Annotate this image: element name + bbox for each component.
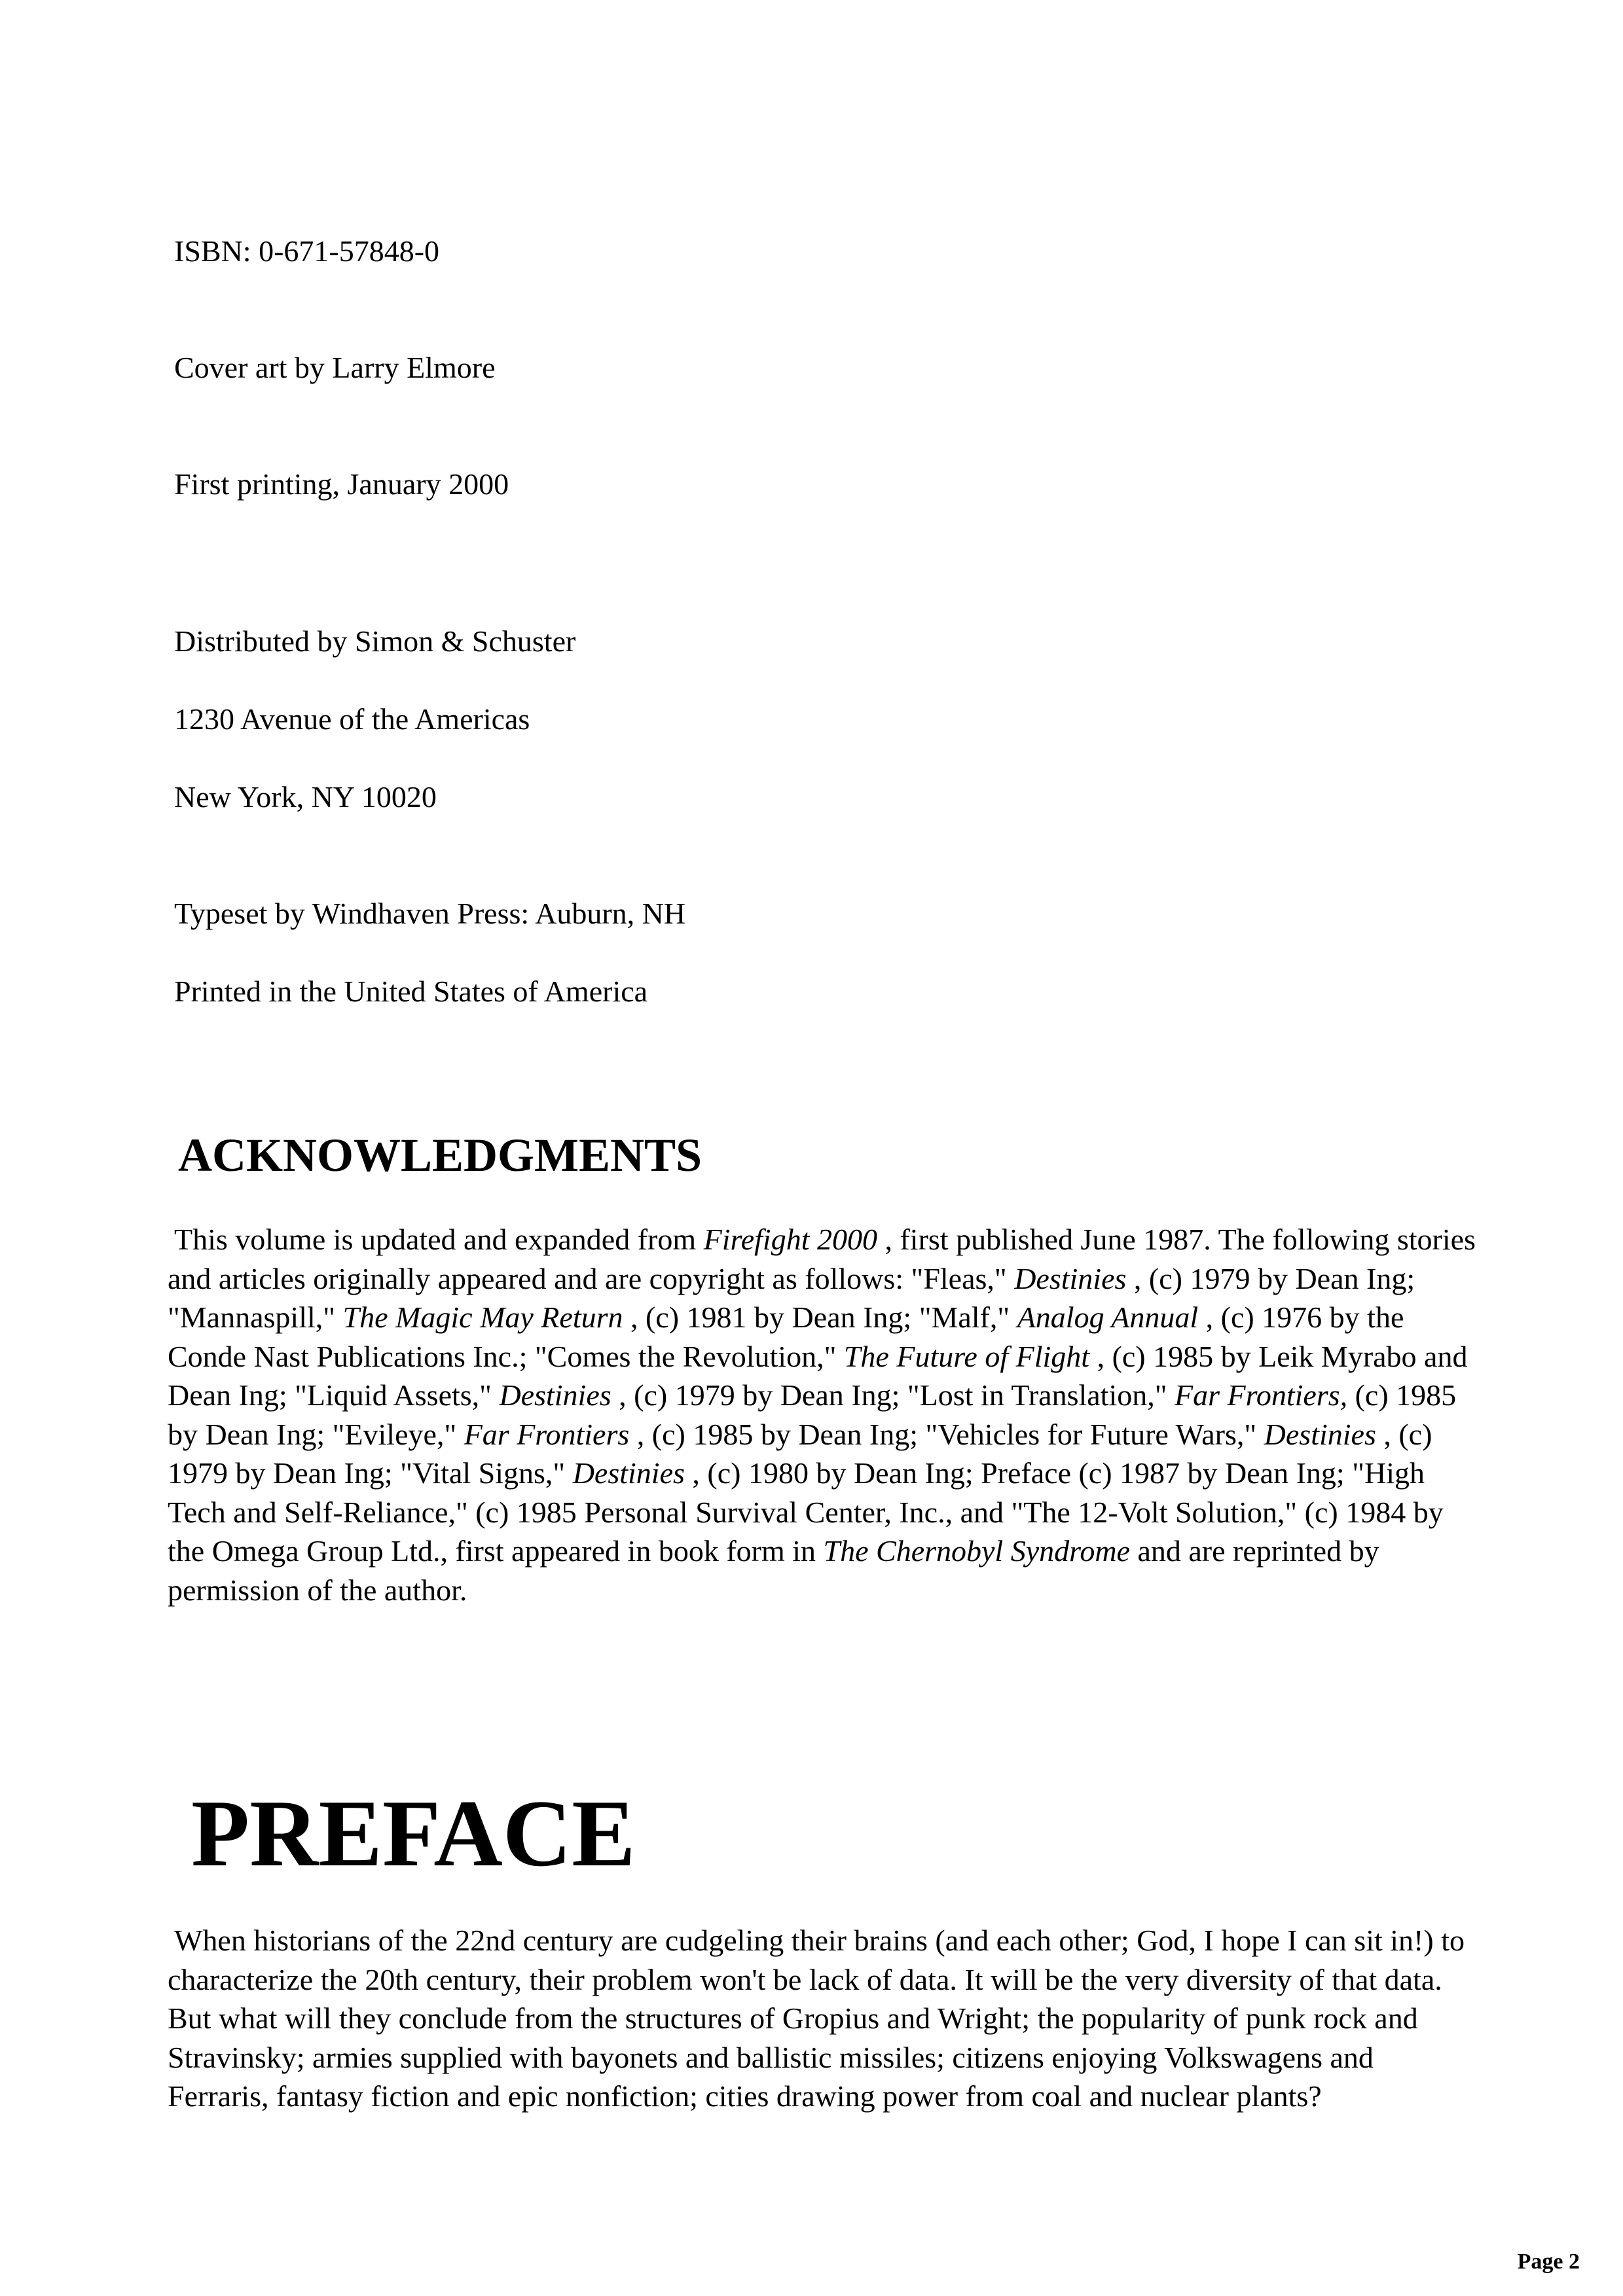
- publication-title: Far Frontiers,: [1175, 1378, 1348, 1412]
- publication-title: The Future of Flight: [843, 1339, 1090, 1373]
- acknowledgment-text: , (c) 1979 by Dean Ing; "Mannaspill,": [168, 1261, 1415, 1334]
- publication-title: Far Frontiers: [464, 1417, 630, 1451]
- acknowledgment-text: , (c) 1976 by the Conde Nast Publications Inc.; "Comes the Revolution,": [168, 1300, 1404, 1373]
- printed-in-line: Printed in the United States of America: [174, 975, 648, 1008]
- page-number: Page 2: [1517, 2250, 1580, 2274]
- publication-title: Firefight 2000: [703, 1223, 877, 1256]
- acknowledgment-text: (c) 1985 by Dean Ing; "Evileye,": [168, 1378, 1457, 1451]
- cover-art-credit: Cover art by Larry Elmore: [174, 351, 496, 384]
- acknowledgment-text: , (c) 1980 by Dean Ing; Preface (c) 1987 by Dean Ing; "High Tech and Self-Reliance," (c) 1985 Personal Survival Center, Inc., and "The 12-Volt Solution," (c) 1984 by the Omega Group Ltd., first appeared in book form in: [168, 1456, 1444, 1568]
- acknowledgment-text: , (c) 1979 by Dean Ing; "Lost in Translation,": [611, 1378, 1175, 1412]
- acknowledgment-text: , (c) 1985 by Dean Ing; "Vehicles for Future Wars,": [629, 1417, 1264, 1451]
- first-printing-line: First printing, January 2000: [174, 467, 509, 501]
- preface-paragraph: When historians of the 22nd century are cudgeling their brains (and each other; God, I hope I can sit in!) to characterize the 20th century, their problem won't be lack of data. It will be the very diversity of that data. But what will they conclude from the structures of Gropius and Wright; the popularity of punk rock and Stravinsky; armies supplied with bayonets and ballistic missiles; citizens enjoying Volkswagens and Ferraris, fantasy fiction and epic nonfiction; cities drawing power from coal and nuclear plants?: [168, 1924, 1465, 2113]
- acknowledgments-heading: ACKNOWLEDGMENTS: [178, 1129, 702, 1181]
- distributor-city: New York, NY 10020: [174, 780, 437, 814]
- publication-title: Destinies: [572, 1456, 685, 1490]
- typesetter-line: Typeset by Windhaven Press: Auburn, NH: [174, 897, 686, 930]
- acknowledgment-text: , (c) 1981 by Dean Ing; "Malf,": [623, 1300, 1017, 1334]
- distributor-address: 1230 Avenue of the Americas: [174, 702, 530, 736]
- preface-heading: PREFACE: [191, 1780, 636, 1886]
- acknowledgment-text: , first published June 1987. The following stories and articles originally appeared and are copyright as follows: "Fleas,": [168, 1223, 1476, 1295]
- acknowledgment-text: , (c) 1979 by Dean Ing; "Vital Signs,": [168, 1417, 1432, 1490]
- isbn-line: ISBN: 0-671-57848-0: [174, 234, 440, 268]
- publication-title: The Magic May Return: [342, 1300, 623, 1334]
- acknowledgments-paragraph: [168, 1220, 1477, 1609]
- publication-title: The Chernobyl Syndrome: [823, 1534, 1130, 1568]
- distributor-line: Distributed by Simon & Schuster: [174, 624, 576, 658]
- publication-title: Analog Annual: [1017, 1300, 1199, 1334]
- acknowledgment-text: , (c) 1985 by Leik Myrabo and Dean Ing; "Liquid Assets,": [168, 1339, 1468, 1412]
- acknowledgment-text: This volume is updated and expanded from: [174, 1223, 704, 1256]
- publication-title: Destinies: [1014, 1261, 1127, 1295]
- publication-title: Destinies: [1264, 1417, 1376, 1451]
- acknowledgment-text: and are reprinted by permission of the author.: [168, 1534, 1379, 1607]
- publication-title: Destinies: [499, 1378, 611, 1412]
